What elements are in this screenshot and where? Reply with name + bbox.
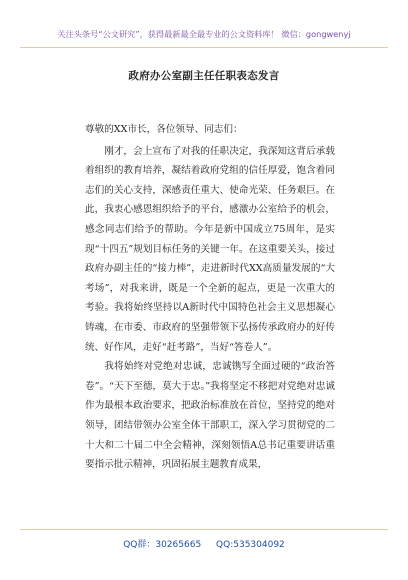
header-divider — [20, 47, 388, 48]
page-footer — [0, 529, 408, 580]
footer-qq: QQ:535304092 — [216, 540, 285, 550]
header-promo-text: 关注头条号“公文研究”，获得最新最全最专业的公文资料库！ 微信：gongwenyj — [57, 29, 351, 39]
page-header — [0, 0, 408, 50]
document-title: 政府办公室副主任任职表态发言 — [128, 70, 280, 82]
body-paragraph-2: 我将始终对党绝对忠诚，忠诚镌写全面过硬的“政治答卷”。“天下至德，莫大于忠。”我将坚定不移把对党绝对忠诚作为最根本政治要求，把政治标准放在首位，坚持党的绝对领导，团结带领办公室全体干部职工，深入学习贯彻党的二十大和二十届二中全会精神，深刻领悟A总书记重要讲话重要指示批示精神，巩固拓展主题教育成果， — [85, 361, 335, 471]
footer-divider — [20, 529, 388, 530]
footer-contact — [0, 537, 408, 550]
body-paragraph-1: 刚才，会上宣布了对我的任职决定，我深知这背后承载着组织的教育培养，凝结着政府党组的信任厚爱，饱含着同志们的关心支持，深感责任重大、使命光荣、任务艰巨。在此，我衷心感恩组织给予的平台，感激办公室给予的机会，感念同志们给予的帮助。今年是新中国成立75周年，是实现“十四五”规划目标任务的关键一年。在这重要关头，接过政府办副主任的“接力棒”，走进新时代XX高质量发展的“大考场”，对我来讲，既是一个全新的起点，更是一次重大的考验。我将始终坚持以A新时代中国特色社会主义思想凝心铸魂，在市委、市政府的坚强带领下弘扬传承政府办的好传统、好作风，走好“赶考路”，当好“答卷人”。 — [85, 145, 335, 353]
document-body — [85, 120, 335, 475]
salutation: 尊敬的XX市长，各位领导、同志们： — [85, 124, 243, 135]
footer-qq-group: QQ群：30265665 — [123, 540, 202, 550]
